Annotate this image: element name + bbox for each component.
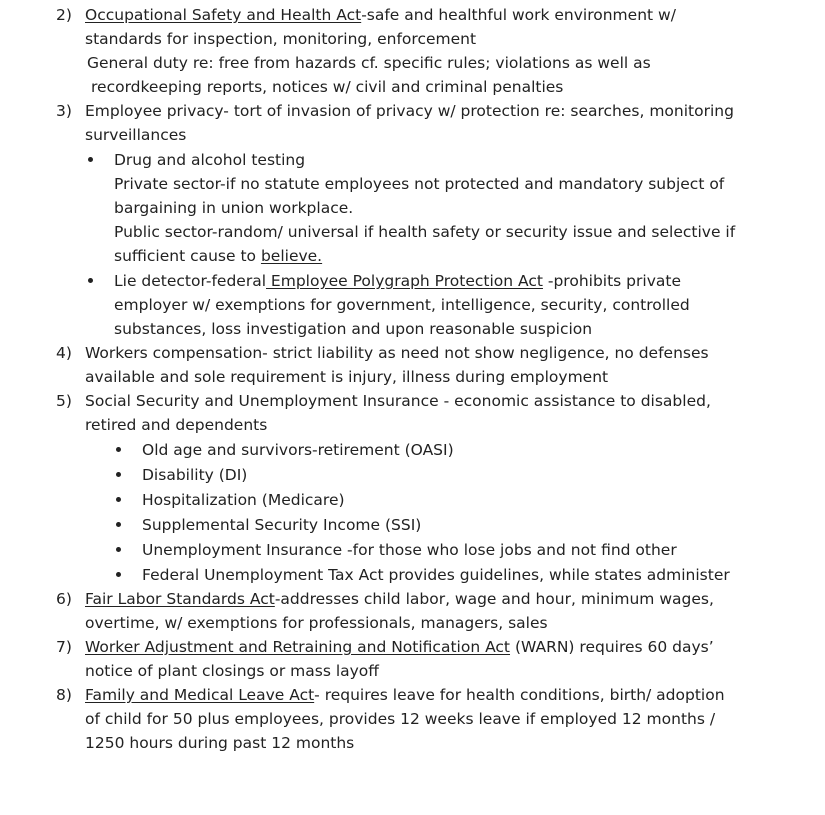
- list-item-text: notice of plant closings or mass layoff: [85, 662, 379, 680]
- sub-bullet-text: Disability (DI): [142, 466, 248, 484]
- list-item-text: Social Security and Unemployment Insurance - economic assistance to disabled,: [85, 392, 711, 410]
- bullet-text: [114, 244, 322, 268]
- item-number: 6): [56, 590, 72, 608]
- item-number: 3): [56, 102, 72, 120]
- bullet-text: Public sector-random/ universal if health safety or security issue and selective if: [114, 223, 736, 241]
- sub-bullet-text: Old age and survivors-retirement (OASI): [142, 441, 454, 459]
- act-link: Worker Adjustment and Retraining and Notification Act: [85, 638, 511, 656]
- underlined-word: believe.: [260, 247, 323, 265]
- bullet-text: Private sector-if no statute employees not protected and mandatory subject of: [114, 175, 725, 193]
- bullet-dot: [116, 447, 121, 452]
- bullet-dot: [88, 157, 93, 162]
- list-item-text: overtime, w/ exemptions for professionals, managers, sales: [85, 614, 548, 632]
- list-item-text: [85, 3, 676, 27]
- list-item-text: [85, 683, 725, 707]
- list-item-text: surveillances: [85, 126, 187, 144]
- item-number: 4): [56, 344, 72, 362]
- text-span: - requires leave for health conditions, birth/ adoption: [314, 686, 725, 704]
- bullet-dot: [116, 472, 121, 477]
- bullet-dot: [88, 278, 93, 283]
- bullet-text: substances, loss investigation and upon reasonable suspicion: [114, 320, 593, 338]
- text-span: -addresses child labor, wage and hour, minimum wages,: [274, 590, 714, 608]
- bullet-text: bargaining in union workplace.: [114, 199, 354, 217]
- list-item-text: recordkeeping reports, notices w/ civil and criminal penalties: [91, 78, 564, 96]
- bullet-text: [114, 269, 681, 293]
- item-number: 2): [56, 6, 72, 24]
- bullet-text: employer w/ exemptions for government, intelligence, security, controlled: [114, 296, 690, 314]
- act-link: Occupational Safety and Health Act: [85, 6, 362, 24]
- text-span: sufficient cause to: [114, 247, 261, 265]
- list-item-text: [85, 635, 714, 659]
- list-item-text: available and sole requirement is injury, illness during employment: [85, 368, 609, 386]
- sub-bullet-text: Hospitalization (Medicare): [142, 491, 345, 509]
- item-number: 8): [56, 686, 72, 704]
- text-span: Lie detector-federal: [114, 272, 266, 290]
- text-span: -safe and healthful work environment w/: [361, 6, 676, 24]
- bullet-dot: [116, 497, 121, 502]
- sub-bullet-text: Unemployment Insurance -for those who lose jobs and not find other: [142, 541, 677, 559]
- item-number: 7): [56, 638, 72, 656]
- act-link: Fair Labor Standards Act: [85, 590, 275, 608]
- act-link: Family and Medical Leave Act: [85, 686, 315, 704]
- list-item-text: [85, 587, 714, 611]
- list-item-text: of child for 50 plus employees, provides 12 weeks leave if employed 12 months /: [85, 710, 716, 728]
- sub-bullet-text: Supplemental Security Income (SSI): [142, 516, 422, 534]
- bullet-dot: [116, 522, 121, 527]
- list-item-text: General duty re: free from hazards cf. specific rules; violations as well as: [87, 54, 651, 72]
- act-link: Employee Polygraph Protection Act: [266, 272, 543, 290]
- bullet-dot: [116, 572, 121, 577]
- list-item-text: 1250 hours during past 12 months: [85, 734, 355, 752]
- list-item-text: Employee privacy- tort of invasion of privacy w/ protection re: searches, monitoring: [85, 102, 734, 120]
- list-item-text: retired and dependents: [85, 416, 268, 434]
- bullet-text: Drug and alcohol testing: [114, 151, 306, 169]
- list-item-text: Workers compensation- strict liability as need not show negligence, no defenses: [85, 344, 709, 362]
- list-item-text: standards for inspection, monitoring, enforcement: [85, 30, 477, 48]
- text-span: -prohibits private: [542, 272, 681, 290]
- bullet-dot: [116, 547, 121, 552]
- item-number: 5): [56, 392, 72, 410]
- text-span: (WARN) requires 60 days’: [510, 638, 714, 656]
- sub-bullet-text: Federal Unemployment Tax Act provides guidelines, while states administer: [142, 566, 730, 584]
